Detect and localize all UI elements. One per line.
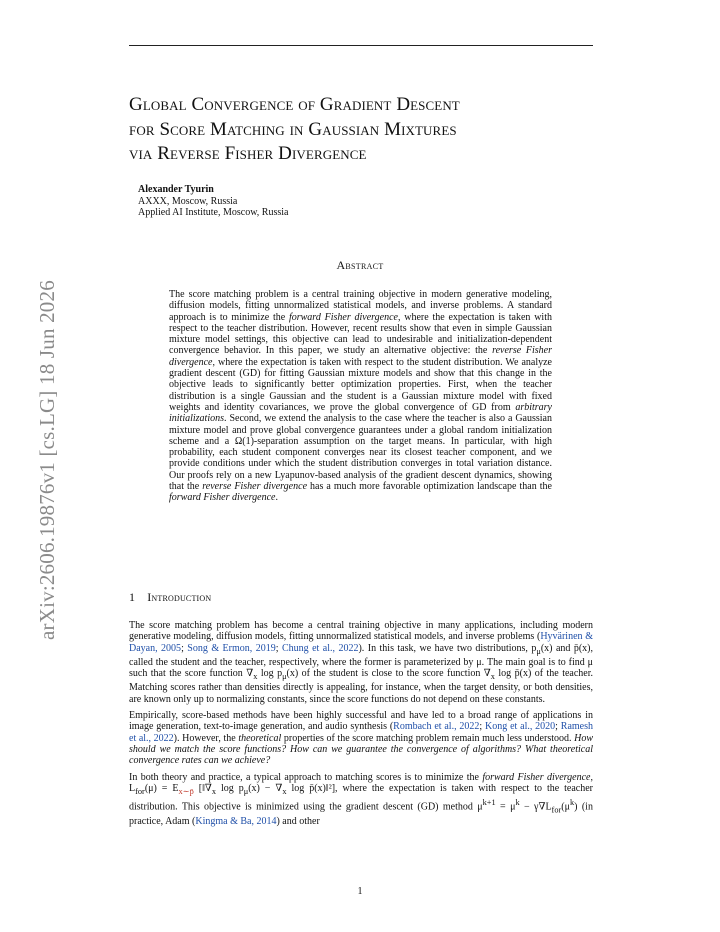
text-run: The score matching problem has become a central training objective in many applications, including modern generative modeling, diffusion models, fitting unnormalized statistical models, and inverse problems ( — [129, 620, 593, 643]
abstract-text — [169, 289, 552, 504]
section-heading — [129, 590, 211, 605]
superscript: k+1 — [482, 798, 496, 808]
text-run: ). However, the — [173, 732, 239, 744]
text-run: (x) − ∇ — [248, 782, 283, 794]
top-rule — [129, 45, 593, 46]
page-number: 1 — [357, 886, 363, 897]
section-title: Introduction — [147, 590, 212, 604]
text-run: (μ — [561, 801, 570, 813]
intro-paragraph-1 — [129, 620, 593, 705]
text-run: , L — [129, 771, 593, 794]
abstract-emphasis: reverse Fisher divergence — [169, 345, 552, 368]
author-affiliation-1: AXXX, Moscow, Russia — [138, 195, 238, 207]
text-run: = μ — [495, 801, 516, 813]
subscript: x — [490, 672, 495, 682]
arxiv-identifier: arXiv:2606.19876v1 [cs.LG] 18 Jun 2026 — [35, 280, 59, 640]
text-run: (x) of the student is close to the score function ∇ — [286, 668, 491, 680]
title-line-2: for Score Matching in Gaussian Mixtures — [129, 118, 457, 140]
subscript: for — [135, 786, 145, 796]
subscript: x∼p̄ — [178, 786, 194, 796]
title-line-1: Global Convergence of Gradient Descent — [129, 94, 460, 115]
intro-paragraph-2 — [129, 710, 593, 766]
citation-link[interactable]: Hyvärinen & Dayan, 2005 — [129, 631, 593, 654]
subscript: x — [253, 672, 258, 682]
citation-link[interactable]: Ramesh et al., 2022 — [129, 721, 593, 744]
citation-link[interactable]: Rombach et al., 2022 — [393, 721, 480, 733]
subscript: μ — [243, 786, 249, 796]
subscript: x — [211, 786, 217, 796]
title-line-3: via Reverse Fisher Divergence — [129, 143, 367, 164]
text-run: log p̄(x) of the teacher. Matching scores rather than densities directly is appealing, for instance, when the target density, or both densities, are known only up to normalizing constants, since the score functions do not depend on these constants. — [129, 668, 594, 705]
abstract-part: , where the expectation is taken with respect to the student distribution. We analyze gradient descent (GD) for fitting Gaussian mixture models and show that this change in the objective leads to significantly better optimization properties. First, when the teacher distribution is a single Gaussian and the student is a Gaussian mixture model with fixed weights and identity covariances, we prove the global convergence of GD from — [169, 356, 552, 413]
abstract-part: The score matching problem is a central training objective in modern generative modeling, diffusion models, fitting unnormalized statistical models, and inverse problems. A standard approach is to minimize the — [169, 289, 552, 323]
subscript: x — [282, 786, 287, 796]
author-affiliation-2: Applied AI Institute, Moscow, Russia — [138, 207, 289, 218]
text-run: In both theory and practice, a typical approach to matching scores is to minimize the — [129, 771, 483, 783]
text-run: − γ∇L — [519, 801, 552, 813]
text-run: ) and other — [276, 815, 320, 827]
citation-link[interactable]: Kong et al., 2020 — [485, 721, 556, 733]
text-run: ; — [275, 642, 282, 654]
emphasis-questions: How should we match the score functions? How can we guarantee the convergence of algorithms? What theoretical convergence rates can we achieve? — [129, 732, 594, 767]
text-run: properties of the score matching problem remain much less understood. — [281, 732, 575, 744]
citation-link[interactable]: Song & Ermon, 2019 — [187, 642, 276, 654]
abstract-emphasis: reverse Fisher divergence — [202, 481, 308, 493]
text-run: (μ) = E — [144, 782, 179, 794]
abstract-part: . Second, we extend the analysis to the case where the teacher is also a Gaussian mixture model and prove global convergence guarantees under a global random initialization scheme and a Ω(1)-separation assumption on the target means. In particular, with high probability, each student component converges near its closest teacher component, and we provide conditions under which the student distribution converges in total variation distance. Our proofs rely on a new Lyapunov-based analysis of the gradient descent dynamics, showing that the — [169, 413, 552, 493]
superscript: k — [515, 798, 520, 808]
paper-title — [129, 93, 599, 167]
author-name: Alexander Tyurin — [138, 184, 214, 195]
superscript: k — [569, 798, 575, 808]
subscript: μ — [536, 646, 541, 656]
abstract-part: has a much more favorable optimization landscape than the — [307, 481, 552, 493]
abstract-emphasis: arbitrary initializations — [169, 401, 552, 425]
section-number: 1 — [129, 590, 136, 604]
text-run: [‖∇ — [193, 782, 212, 794]
abstract-part: , where the expectation is taken with respect to the teacher distribution. However, recent results show that even in simple Gaussian mixture model settings, this objective can lead to undesirable and initialization-dependent convergence behavior. In this paper, we study an alternative objective: the — [169, 311, 552, 357]
introduction-body — [129, 620, 593, 832]
citation-link[interactable]: Kingma & Ba, 2014 — [195, 815, 277, 827]
text-run: log p — [216, 782, 244, 794]
text-run: ; — [555, 721, 561, 733]
text-run: (x) and p̄(x), called the student and the teacher, respectively, where the former is parameterized by μ. The main goal is to find μ such that the score function ∇ — [129, 642, 593, 680]
text-run: ) (in practice, Adam ( — [129, 801, 593, 827]
text-run: ; — [479, 721, 486, 733]
author-block — [138, 184, 288, 219]
text-run: ; — [181, 642, 188, 654]
text-run: Empirically, score-based methods have been highly successful and have led to a broad range of applications in image generation, text-to-image generation, and audio synthesis ( — [129, 710, 593, 733]
abstract-part: . — [275, 492, 278, 504]
subscript: for — [551, 805, 562, 815]
intro-paragraph-3 — [129, 772, 593, 828]
text-run: log p̄(x)‖²], where the expectation is taken with respect to the teacher distribution. This objective is minimized using the gradient descent (GD) method μ — [129, 782, 593, 813]
abstract-heading: Abstract — [336, 258, 384, 272]
abstract-emphasis: forward Fisher divergence — [288, 311, 398, 323]
abstract-emphasis: forward Fisher divergence — [169, 492, 276, 504]
emphasis: theoretical — [238, 732, 282, 744]
text-run: log p — [257, 668, 283, 680]
text-run: ). In this task, we have two distributions, p — [358, 642, 537, 654]
subscript: μ — [282, 672, 287, 682]
citation-link[interactable]: Chung et al., 2022 — [281, 642, 359, 654]
emphasis: forward Fisher divergence — [482, 771, 591, 783]
